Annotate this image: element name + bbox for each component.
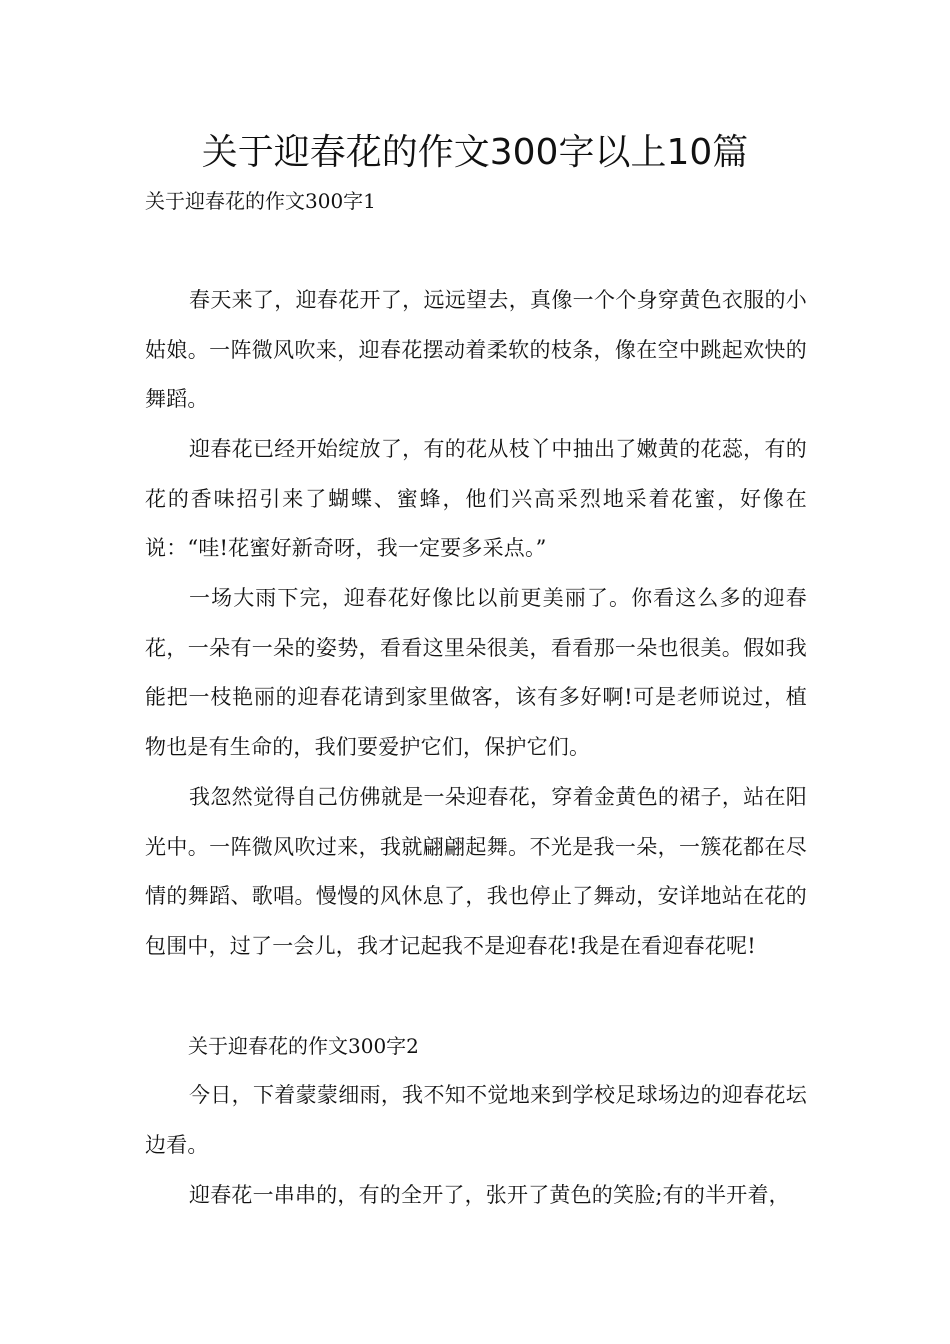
- paragraph-2: 迎春花已经开始绽放了，有的花从枝丫中抽出了嫩黄的花蕊，有的花的香味招引来了蝴蝶、蜜蜂，他们兴高采烈地采着花蜜，好像在说：“哇!花蜜好新奇呀，我一定要多采点。”: [145, 437, 807, 560]
- paragraph-4: 我忽然觉得自己仿佛就是一朵迎春花，穿着金黄色的裙子，站在阳光中。一阵微风吹过来，我就翩翩起舞。不光是我一朵，一簇花都在尽情的舞蹈、歌唱。慢慢的风休息了，我也停止了舞动，安详地站在花的包围中，过了一会儿，我才记起我不是迎春花!我是在看迎春花呢!: [145, 785, 807, 958]
- section-heading-2: 关于迎春花的作文300字2: [188, 1034, 419, 1058]
- paragraph-6: 迎春花一串串的，有的全开了，张开了黄色的笑脸;有的半开着，: [189, 1183, 790, 1207]
- paragraph-5: 今日，下着蒙蒙细雨，我不知不觉地来到学校足球场边的迎春花坛边看。: [145, 1083, 807, 1157]
- paragraph-1: 春天来了，迎春花开了，远远望去，真像一个个身穿黄色衣服的小姑娘。一阵微风吹来，迎春花摆动着柔软的枝条，像在空中跳起欢快的舞蹈。: [145, 288, 807, 411]
- paragraph-3: 一场大雨下完，迎春花好像比以前更美丽了。你看这么多的迎春花，一朵有一朵的姿势，看看这里朵很美，看看那一朵也很美。假如我能把一枝艳丽的迎春花请到家里做客，该有多好啊!可是老师说过，植物也是有生命的，我们要爱护它们，保护它们。: [145, 586, 807, 759]
- document-title: 关于迎春花的作文300字以上10篇: [201, 132, 749, 173]
- section-heading-1: 关于迎春花的作文300字1: [145, 189, 376, 213]
